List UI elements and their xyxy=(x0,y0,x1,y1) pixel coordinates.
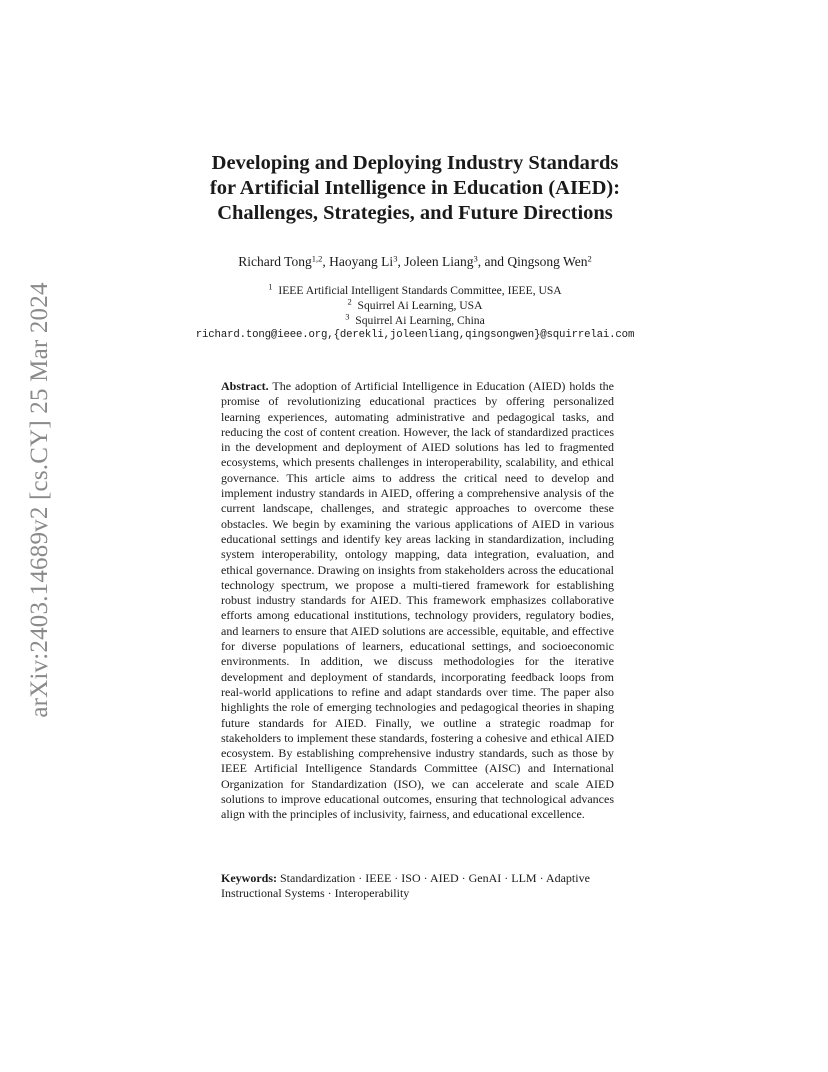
arxiv-identifier: arXiv:2403.14689v2 [cs.CY] 25 Mar 2024 xyxy=(26,282,53,718)
affiliation-number: 1 xyxy=(268,281,273,292)
affiliation-text: Squirrel Ai Learning, China xyxy=(355,314,485,327)
affiliation-text: IEEE Artificial Intelligent Standards Committee, IEEE, USA xyxy=(278,284,562,297)
affiliation-number: 3 xyxy=(345,311,350,322)
affiliation xyxy=(150,313,680,328)
keywords-label: Keywords: xyxy=(221,871,277,885)
author-list xyxy=(150,254,680,270)
author-affil-mark: 1,2 xyxy=(311,253,323,264)
author-separator: , xyxy=(397,254,405,269)
title-line: for Artificial Intelligence in Education (AIED): xyxy=(209,177,621,199)
author-name: Richard Tong xyxy=(238,254,312,269)
affiliations xyxy=(150,283,680,328)
title-line: Developing and Deploying Industry Standards xyxy=(211,152,619,174)
affiliation-number: 2 xyxy=(347,296,352,307)
author-name: Qingsong Wen xyxy=(507,254,588,269)
keywords xyxy=(221,871,614,902)
abstract xyxy=(221,379,614,823)
affiliation-text: Squirrel Ai Learning, USA xyxy=(357,299,483,312)
abstract-text: The adoption of Artificial Intelligence in Education (AIED) holds the promise of revolutionizing educational practices by offering personalized learning experiences, automating administrative and pedagogical tasks, and reducing the cost of content creation. However, the lack of standardized practices in the development and deployment of AIED solutions has led to fragmented ecosystems, which presents challenges in interoperability, scalability, and ethical governance. This article aims to address the critical need to develop and implement industry standards in AIED, offering a comprehensive analysis of the current landscape, challenges, and strategic approaches to overcome these obstacles. We begin by examining the various applications of AIED in various educational settings and identify key areas lacking in standardization, including system interoperability, ontology mapping, data integration, evaluation, and ethical governance. Drawing on insights from stakeholders across the educational technology spectrum, we propose a multi-tiered framework for establishing robust industry standards for AIED. This framework emphasizes collaborative efforts among educational institutions, technology providers, regulatory bodies, and learners to ensure that AIED solutions are accessible, equitable, and effective for diverse populations of learners, educational settings, and socioeconomic environments. In addition, we discuss methodologies for the iterative development and deployment of standards, incorporating feedback loops from real-world applications to refine and adapt standards over time. The paper also highlights the role of emerging technologies and pedagogical theories in shaping future standards for AIED. Finally, we outline a strategic roadmap for stakeholders to implement these standards, fostering a cohesive and ethical AIED ecosystem. By establishing comprehensive industry standards, such as those by IEEE Artificial Intelligence Standards Committee (AISC) and International Organization for Standardization (ISO), we can accelerate and scale AIED solutions to improve educational outcomes, ensuring that technological advances align with the principles of inclusivity, fairness, and educational excellence. xyxy=(221,379,614,822)
title-line: Challenges, Strategies, and Future Directions xyxy=(217,202,613,224)
author-name: Joleen Liang xyxy=(404,254,474,269)
author-separator: , and xyxy=(477,254,508,269)
paper-title xyxy=(150,151,680,226)
author-separator: , xyxy=(322,254,330,269)
keywords-text: Standardization · IEEE · ISO · AIED · GenAI · LLM · Adaptive Instructional Systems · Interoperability xyxy=(221,871,590,901)
author-affil-mark: 3 xyxy=(473,253,478,264)
author-affil-mark: 2 xyxy=(587,253,592,264)
author-affil-mark: 3 xyxy=(393,253,398,264)
author-name: Haoyang Li xyxy=(329,254,394,269)
affiliation xyxy=(150,298,680,313)
author-emails: richard.tong@ieee.org,{derekli,joleenliang,qingsongwen}@squirrelai.com xyxy=(195,329,635,341)
affiliation xyxy=(150,283,680,298)
abstract-label: Abstract. xyxy=(221,379,269,393)
